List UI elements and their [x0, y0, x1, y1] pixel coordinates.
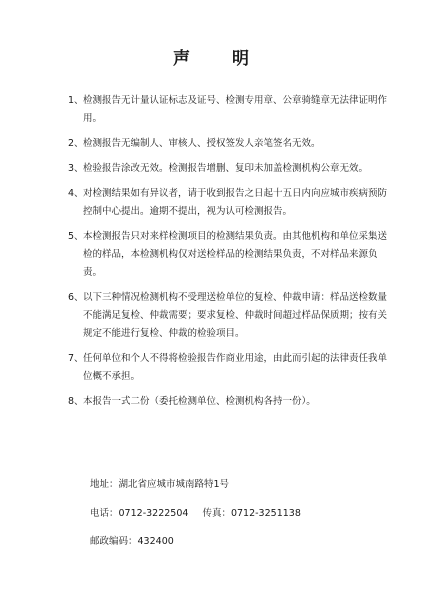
statement-item-3	[68, 160, 396, 178]
statement-item-1	[68, 92, 396, 128]
item-text: 检测报告无编制人、审核人、授权签发人亲笔签名无效。	[83, 138, 321, 149]
phone-label: 电话：	[90, 508, 119, 519]
item-number: 4、	[68, 188, 84, 199]
statement-item-6	[68, 289, 396, 343]
item-number: 7、	[68, 353, 84, 364]
statement-item-5	[68, 228, 396, 282]
statement-item-7	[68, 350, 396, 386]
item-text: 任何单位和个人不得将检验报告作商业用途，由此而引起的法律责任我单位概不承担。	[83, 353, 388, 382]
item-text: 检测报告无计量认证标志及证号、检测专用章、公章骑缝章无法律证明作用。	[83, 95, 388, 124]
item-number: 5、	[68, 231, 84, 242]
page-title	[0, 44, 424, 69]
item-text: 本报告一式二份（委托检测单位、检测机构各持一份）。	[83, 396, 316, 407]
phone-value: 0712-3222504	[118, 508, 189, 519]
item-number: 1、	[68, 95, 84, 106]
item-number: 3、	[68, 163, 84, 174]
item-text: 本检测报告只对来样检测项目的检测结果负责。由其他机构和单位采集送检的样品，本检测机构仅对送检样品的检测结果负责，不对样品来源负责。	[83, 231, 388, 278]
address-label: 地址：	[90, 479, 119, 490]
item-number: 6、	[68, 292, 84, 303]
item-number: 8、	[68, 396, 84, 407]
statement-list	[68, 92, 396, 418]
fax-label: 传真：	[202, 508, 231, 519]
item-text: 对检测结果如有异议者，请于收到报告之日起十五日内向应城市疾病预防控制中心提出。逾期不提出，视为认可检测报告。	[83, 188, 388, 217]
statement-item-8	[68, 393, 396, 411]
item-number: 2、	[68, 138, 84, 149]
item-text: 检验报告涂改无效。检测报告增删、复印未加盖检测机构公章无效。	[83, 163, 369, 174]
statement-item-2	[68, 135, 396, 153]
postcode-row	[90, 533, 174, 547]
item-text: 以下三种情况检测机构不受理送检单位的复检、仲裁申请：样品送检数量不能满足复检、仲裁需要；要求复检、仲裁时间超过样品保质期；按有关规定不能进行复检、仲裁的检验项目。	[83, 292, 388, 339]
postcode-label: 邮政编码：	[90, 536, 138, 547]
phone-fax-row	[90, 505, 301, 519]
address-value: 湖北省应城市城南路特1号	[118, 479, 230, 490]
title-left-char: 声	[173, 49, 192, 69]
statement-item-4	[68, 185, 396, 221]
fax-value: 0712-3251138	[230, 508, 301, 519]
title-right-char: 明	[232, 49, 251, 69]
address-row	[90, 476, 229, 490]
postcode-value: 432400	[137, 536, 174, 547]
